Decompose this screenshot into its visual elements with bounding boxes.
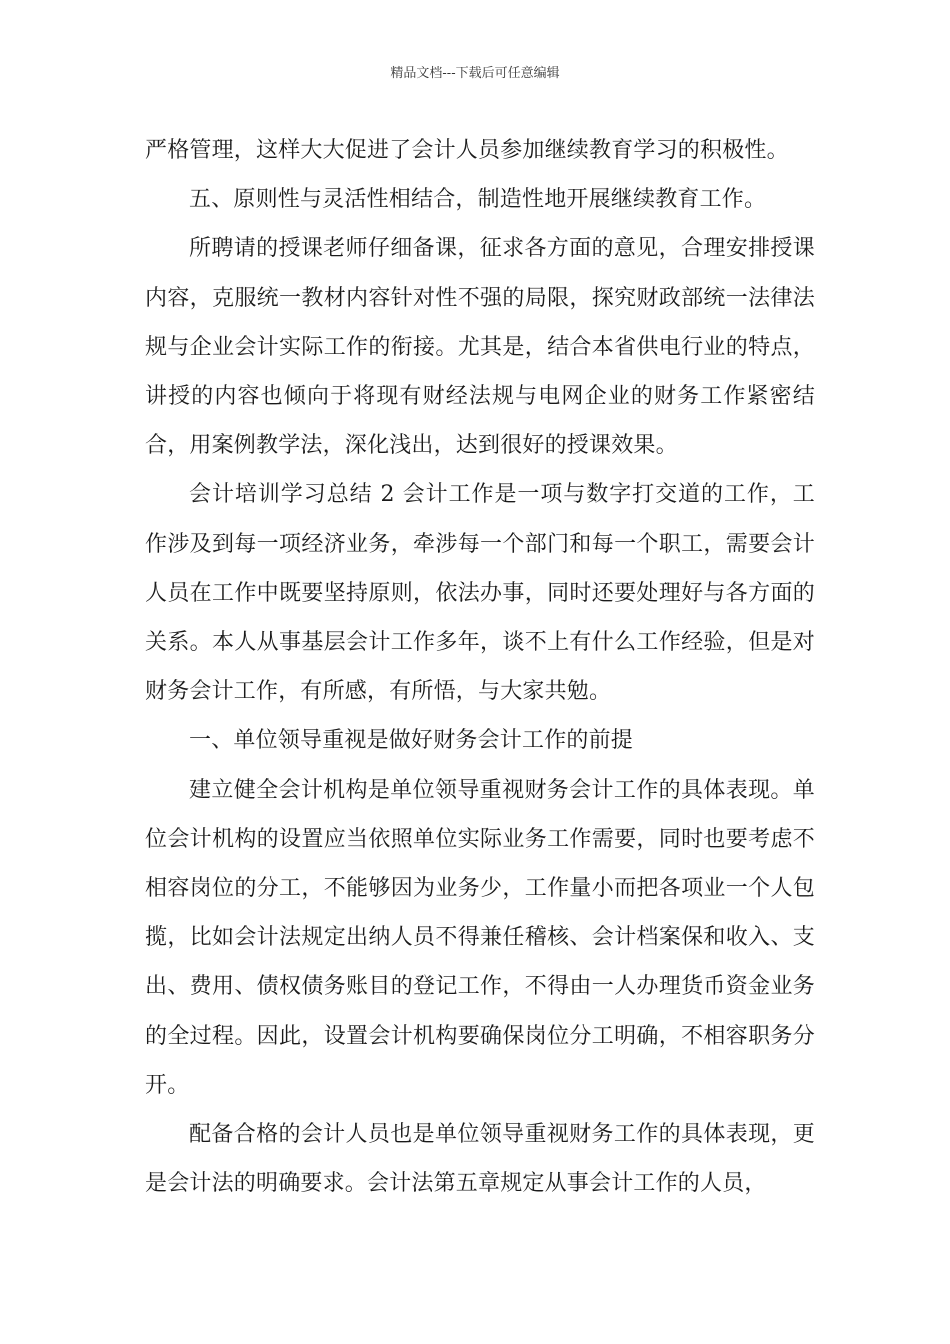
paragraph-6: 建立健全会计机构是单位领导重视财务会计工作的具体表现。单位会计机构的设置应当依照单位实际业务工作需要，同时也要考虑不相容岗位的分工，不能够因为业务少，工作量小而把各项业一个人包揽，比如会计法规定出纳人员不得兼任稽核、会计档案保和收入、支出、费用、债权债务账目的登记工作，不得由一人办理货币资金业务的全过程。因此，设置会计机构要确保岗位分工明确，不相容职务分开。 [145, 777, 815, 1098]
page-header: 精品文档---下载后可任意编辑 [390, 66, 560, 81]
document-body [145, 126, 815, 1208]
paragraph-2: 五、原则性与灵活性相结合，制造性地开展继续教育工作。 [189, 187, 767, 213]
paragraph-3: 所聘请的授课老师仔细备课，征求各方面的意见，合理安排授课内容，克服统一教材内容针对性不强的局限，探究财政部统一法律法规与企业会计实际工作的衔接。尤其是，结合本省供电行业的特点，讲授的内容也倾向于将现有财经法规与电网企业的财务工作紧密结合，用案例教学法，深化浅出，达到很好的授课效果。 [145, 236, 815, 459]
paragraph-7: 配备合格的会计人员也是单位领导重视财务工作的具体表现，更是会计法的明确要求。会计法第五章规定从事会计工作的人员， [145, 1122, 815, 1197]
paragraph-4: 会计培训学习总结 2 会计工作是一项与数字打交道的工作，工作涉及到每一项经济业务，牵涉每一个部门和每一个职工，需要会计人员在工作中既要坚持原则，依法办事，同时还要处理好与各方面的关系。本人从事基层会计工作多年，谈不上有什么工作经验，但是对财务会计工作，有所感，有所悟，与大家共勉。 [145, 482, 815, 705]
paragraph-1: 严格管理，这样大大促进了会计人员参加继续教育学习的积极性。 [145, 138, 789, 163]
paragraph-5: 一、单位领导重视是做好财务会计工作的前提 [189, 728, 634, 754]
